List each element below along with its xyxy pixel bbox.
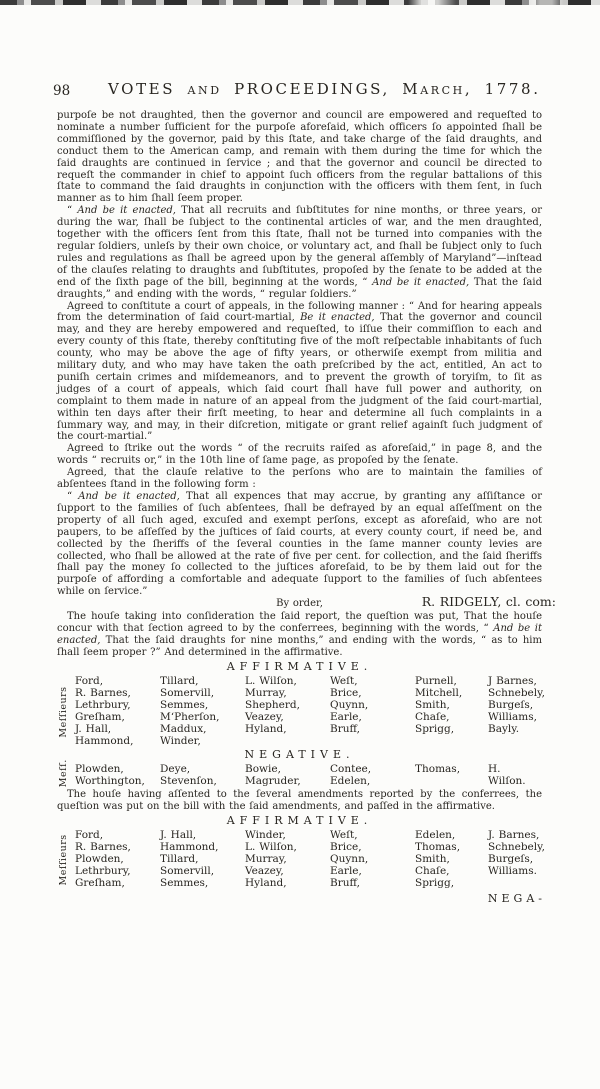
vote-column	[415, 675, 488, 748]
voter-name: Stevenſon,	[160, 775, 217, 788]
vote-column	[330, 829, 415, 889]
vote-column	[160, 829, 245, 889]
voter-name: Smith,	[415, 853, 450, 866]
vote-column	[488, 763, 542, 787]
by-order-label: By order,	[276, 598, 323, 610]
voter-name: Greſham,	[75, 710, 125, 723]
paragraph-text: That all recruits and ſubſtitutes for nine months, or three years, or during the war, ſhall be ſubject to the continental articles of war, and the men draughted, together with the officers ſent from this ſtate, ſhall not be turned into companies with the regular ſoldiers, unleſs by their own choice, or voluntary act, and ſhall be ſubject only to ſuch rules and regulations as ſhall be agreed upon by the general aſſembly of Maryland”—inſtead of the clauſes relating to draughts and ſubſtitutes, propoſed by the ſenate to be added at the end of the ſixth page of the bill, beginning at the words, “	[57, 205, 542, 288]
voter-name: M‘Pherſon,	[160, 710, 220, 723]
voter-name: Weſt,	[330, 829, 358, 842]
voter-name: Contee,	[330, 763, 372, 776]
vote-grid	[75, 763, 542, 787]
vote-column	[415, 763, 488, 787]
voter-name: Shepherd,	[245, 698, 300, 711]
document-body	[57, 110, 556, 905]
voter-name: Smith,	[415, 698, 450, 711]
voter-name: Hyland,	[245, 877, 287, 890]
enacting-phrase: And be it enacted,	[372, 276, 470, 288]
voter-name: Veazey,	[245, 865, 284, 878]
voter-name: Schnebely,	[488, 841, 545, 854]
paragraph-text: The houſe taking into conſideration the ſaid report, the queſtion was put, That the houſe concur with that ſection agreed to by the conferrees, beginning with the words, “	[57, 611, 542, 635]
vote-column	[75, 829, 160, 889]
title-segment: VOTES	[108, 80, 176, 98]
paragraph-text: “	[67, 205, 78, 217]
catchword: NEGA-	[487, 891, 546, 905]
voter-name: Brice,	[330, 686, 362, 699]
enacting-phrase: And be it enacted,	[57, 623, 542, 646]
voter-name: Murray,	[245, 853, 287, 866]
voter-name: Sprigg,	[415, 723, 455, 736]
by-order-row	[57, 594, 556, 611]
voter-name: Bowie,	[245, 763, 281, 776]
voter-name: Purnell,	[415, 674, 457, 687]
voter-name: Lethrbury,	[75, 865, 131, 878]
voter-name: Murray,	[245, 686, 287, 699]
voter-name: Quynn,	[330, 698, 369, 711]
enacting-phrase: And be it enacted,	[78, 491, 180, 502]
paragraph-text: purpoſe be not draughted, then the governor and council are empowered and requeſted to nominate a number ſufficient for the purpoſe aforeſaid, which officers ſo appointed ſhall be commiſſioned by the governor, paid by this ſtate, and take charge of the ſaid draughts, and conduct them to the American camp, and remain with them during the time for which the ſaid draughts are continued in ſervice ; and that the governor and council be directed to requeſt the commander in chief to appoint ſuch officers from the regular battalions of this ſtate to command the ſaid draughts in conjunction with the officers with them ſent, in ſuch manner as to him ſhall ſeem proper.	[57, 110, 542, 205]
voter-name: Quynn,	[330, 853, 369, 866]
voter-name: Winder,	[160, 735, 201, 748]
clerk-signature: R. RIDGELY, cl. com:	[421, 594, 556, 610]
messieurs-side-label: Meſſieurs	[58, 834, 69, 886]
paragraph-text: That the governor and council may, and they are hereby empowered and requeſted, to iſſue their commiſſion to each and every county of this ſtate, thereby conſtituting five of the moſt reſpectable inhabitants of ſuch county, who may be above the age of fifty years, or otherwiſe exempt from militia and military duty, and who may have taken the oath preſcribed by the act, entitled, An act to puniſh certain crimes and miſdemeanors, and to prevent the growth of toryiſm, to ſit as judges of a court of appeals, which ſaid court ſhall have full power and authority, on complaint to them made in nature of an appeal from the judgment of the ſaid court-martial, within ten days after their firſt meeting, to hear and determine all ſuch complaints in a ſummary way, and may, in their diſcretion, mitigate or grant relief againſt ſuch judgment of the court-martial.”	[57, 312, 542, 443]
vote-column	[75, 763, 160, 787]
scan-artifact-band	[0, 0, 600, 5]
voter-name: Plowden,	[75, 763, 124, 776]
voter-name: Hyland,	[245, 723, 287, 736]
paragraph-text: Agreed to ſtrike out the words “ of the recruits raiſed as aforeſaid,” in page 8, and the words “ recruits or,” in the 10th line of ſame page, as propoſed by the ſenate.	[57, 443, 542, 467]
paragraph-text: That the ſaid draughts for nine months,” and ending with the words, “ as to him ſhall ſeem proper ?” And determined in the affirmative.	[57, 634, 542, 658]
voter-name: Veazey,	[245, 710, 284, 723]
page-title	[108, 80, 541, 98]
voter-name: Edelen,	[415, 829, 456, 842]
paragraph-text: That the ſaid draughts,” and ending with the words, “ regular ſoldiers.”	[57, 276, 542, 300]
vote-column	[330, 763, 415, 787]
paragraph-recruits-substitutes	[57, 205, 542, 300]
title-segment: and	[187, 80, 222, 98]
voter-name: L. Wilſon,	[245, 674, 297, 687]
affirmative-vote-table-2	[57, 829, 545, 890]
voter-name: Somervill,	[160, 865, 215, 878]
voter-name: Burgeſs,	[488, 853, 534, 866]
voter-name: Tillard,	[160, 853, 199, 866]
enacting-phrase: Be it enacted,	[300, 312, 375, 324]
voter-name: Ford,	[75, 829, 104, 842]
vote-column	[160, 763, 245, 787]
paragraph-text: That all expences that may accrue, by granting any aſſiſtance or ſupport to the families of ſuch abſentees, ſhall be defrayed by an equal aſſeſſment on the property of all ſuch aged, excuſed and exempt perſons, except as aforeſaid, who are not paupers, to be aſſeſſed by the juſtices of ſaid courts, at every county court, if need be, and collected by the ſheriffs of the ſeveral counties in the ſame manner county levies are collected, who ſhall be allowed at the rate of five per cent. for collection, and the ſaid ſheriffs ſhall pay the money ſo collected to the juſtices aforeſaid, to be by them laid out for the purpoſe of affording a comfortable and adequate ſupport to the families of ſuch abſentees while on ſervice.”	[57, 491, 542, 598]
voter-name: R. Barnes,	[75, 841, 131, 854]
vote-column	[160, 675, 245, 748]
voter-name: J. Hall,	[160, 829, 197, 842]
voter-name: Bruff,	[330, 723, 360, 736]
voter-name: Bruff,	[330, 877, 360, 890]
affirmative-vote-table-1	[57, 674, 545, 748]
paragraph-expences-assessment	[57, 491, 542, 598]
page-number: 98	[53, 83, 71, 99]
voter-name: Winder,	[245, 829, 286, 842]
paragraph-text: “	[67, 491, 79, 502]
vote-column	[488, 675, 545, 748]
messieurs-side-label: Meſſieurs	[58, 685, 69, 738]
voter-name: J Barnes,	[488, 674, 537, 687]
voter-name: Schnebely,	[488, 686, 545, 699]
voter-name: Thomas,	[415, 763, 461, 776]
voter-name: Hammond,	[75, 735, 134, 748]
vote-grid	[75, 829, 545, 890]
voter-name: Mitchell,	[415, 686, 463, 699]
voter-name: Plowden,	[75, 853, 124, 866]
paragraph-amendments-passed	[57, 789, 542, 813]
voter-name: Bayly.	[488, 723, 520, 736]
voter-name: J. Hall,	[75, 723, 112, 736]
affirmative-heading-1: AFFIRMATIVE.	[226, 659, 373, 673]
vote-column	[245, 829, 330, 889]
voter-name: Brice,	[330, 841, 362, 854]
paragraph-text: Agreed, that the clauſe relative to the perſons who are to maintain the families of abſentees ſtand in the following form :	[57, 467, 542, 491]
voter-name: H. Wilſon.	[488, 763, 526, 788]
voter-name: Thomas,	[415, 841, 461, 854]
enacting-phrase: And be it enacted,	[77, 205, 176, 217]
voter-name: Lethrbury,	[75, 698, 131, 711]
vote-grid	[75, 674, 545, 748]
voter-name: Chaſe,	[415, 865, 450, 878]
negative-heading: NEGATIVE.	[244, 748, 355, 762]
vote-column	[245, 675, 330, 748]
voter-name: Ford,	[75, 674, 104, 687]
voter-name: R. Barnes,	[75, 686, 131, 699]
paragraph-court-of-appeals	[57, 301, 542, 444]
vote-column	[415, 829, 488, 889]
title-segment: March,	[402, 80, 473, 98]
affirmative-heading-2: AFFIRMATIVE.	[226, 814, 373, 828]
voter-name: Chaſe,	[415, 710, 450, 723]
voter-name: Hammond,	[160, 841, 219, 854]
voter-name: Burgeſs,	[488, 698, 534, 711]
vote-column	[488, 829, 545, 889]
messieurs-side-label: Meſſ.	[58, 759, 69, 788]
voter-name: Deye,	[160, 763, 191, 776]
vote-column	[330, 675, 415, 748]
voter-name: Edelen,	[330, 775, 371, 788]
paragraph-text: The houſe having aſſented to the ſeveral amendments reported by the conferrees, the queſtion was put on the bill with the ſaid amendments, and paſſed in the affirmative.	[57, 789, 542, 813]
voter-name: Williams,	[488, 710, 537, 723]
voter-name: Earle,	[330, 865, 362, 878]
voter-name: Semmes,	[160, 877, 209, 890]
vote-column	[75, 675, 160, 748]
page-header	[0, 80, 600, 102]
title-segment: PROCEEDINGS,	[234, 80, 390, 98]
voter-name: Sprigg,	[415, 877, 455, 890]
voter-name: Maddux,	[160, 723, 207, 736]
paragraph-text: Agreed to conſtitute a court of appeals, in the following manner : “ And for hearing appeals from the determination of ſaid court-martial,	[57, 300, 542, 324]
vote-column	[245, 763, 330, 787]
paragraph-strike-out-words	[57, 443, 542, 467]
paragraph-draughts-officers	[57, 110, 542, 205]
paragraph-question-put	[57, 611, 542, 659]
voter-name: Worthington,	[75, 775, 145, 788]
voter-name: J. Barnes,	[488, 829, 540, 842]
voter-name: Greſham,	[75, 877, 125, 890]
paragraph-clause-absentees	[57, 467, 542, 491]
voter-name: Williams.	[488, 865, 537, 878]
voter-name: Tillard,	[160, 674, 199, 687]
voter-name: Semmes,	[160, 698, 209, 711]
voter-name: Somervill,	[160, 686, 215, 699]
title-segment: 1778.	[484, 80, 541, 98]
negative-vote-table	[57, 759, 542, 788]
voter-name: Earle,	[330, 710, 362, 723]
voter-name: L. Wilſon,	[245, 841, 297, 854]
voter-name: Magruder,	[245, 775, 301, 788]
voter-name: Weſt,	[330, 674, 358, 687]
